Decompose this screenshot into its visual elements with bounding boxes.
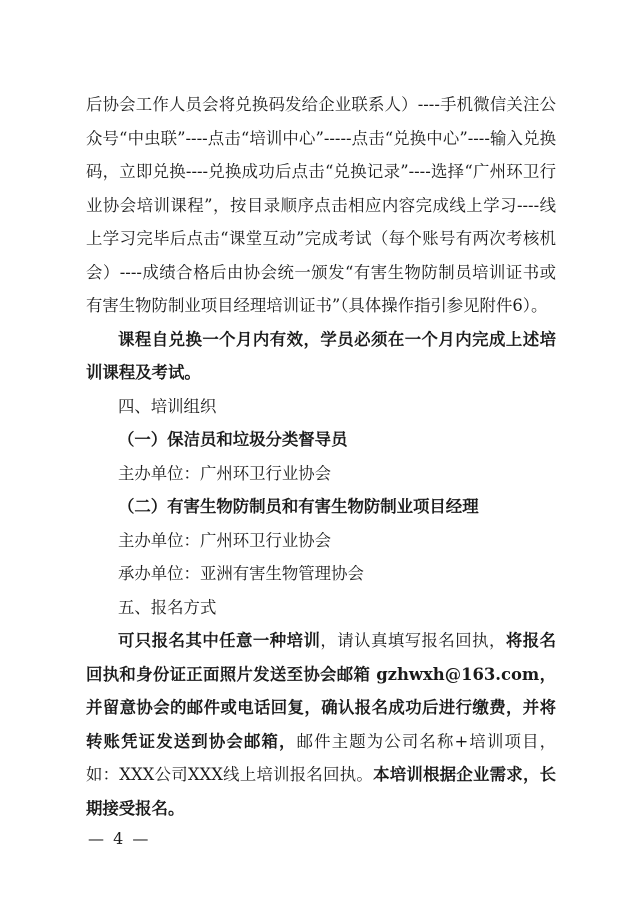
organizer-line-1: 主办单位：广州环卫行业协会: [118, 463, 332, 483]
registration-text-4: 并留意协会的邮件或电话回复，确认报名成功后进行缴费，并将转账凭证发送到协会邮箱，: [86, 698, 556, 751]
section-heading-registration: 五、报名方式: [118, 597, 217, 617]
subsection-heading-pest-control: （二）有害生物防制员和有害生物防制业项目经理: [118, 497, 479, 516]
subsection-heading-cleaners: （一）保洁员和垃圾分类督导员: [118, 430, 348, 449]
paragraph-registration: [86, 624, 556, 825]
paragraph-continued: 后协会工作人员会将兑换码发给企业联系人）----手机微信关注公众号“中虫联”----点击“培训中心”-----点击“兑换中心”----输入兑换码，立即兑换----兑换成功后点击“兑换记录”----选择“广州环卫行业协会培训课程”，按目录顺序点击相应内容完成线上学习----线上学习完毕后点击“课堂互动”完成考试（每个账号有两次考核机会）----成绩合格后由协会统一颁发“有害生物防制员培训证书或有害生物防制业项目经理培训证书”（具体操作指引参见附件6）。: [86, 95, 556, 315]
registration-text-2: ，请认真填写报名回执，: [320, 631, 506, 650]
registration-text-6: 本培训根据企业需求，长期接受报名。: [86, 765, 557, 818]
registration-text-5: 邮件主题为公司名称+培训项目，如：XXX公司XXX线上培训报名回执。: [86, 731, 557, 784]
paragraph-validity: 课程自兑换一个月内有效，学员必须在一个月内完成上述培训课程及考试。: [86, 329, 556, 382]
undertaker-line: 承办单位：亚洲有害生物管理协会: [118, 564, 364, 583]
document-body: [86, 88, 556, 825]
page-number: — 4 —: [88, 829, 151, 848]
registration-text-1: 可只报名其中任意一种培训: [118, 631, 321, 650]
section-heading-training-organization: 四、培训组织: [118, 396, 217, 416]
registration-text-3: 将报名回执和身份证正面照片发送至协会邮箱 gzhwxh@163.com，: [86, 631, 557, 684]
organizer-line-2: 主办单位：广州环卫行业协会: [118, 530, 332, 550]
